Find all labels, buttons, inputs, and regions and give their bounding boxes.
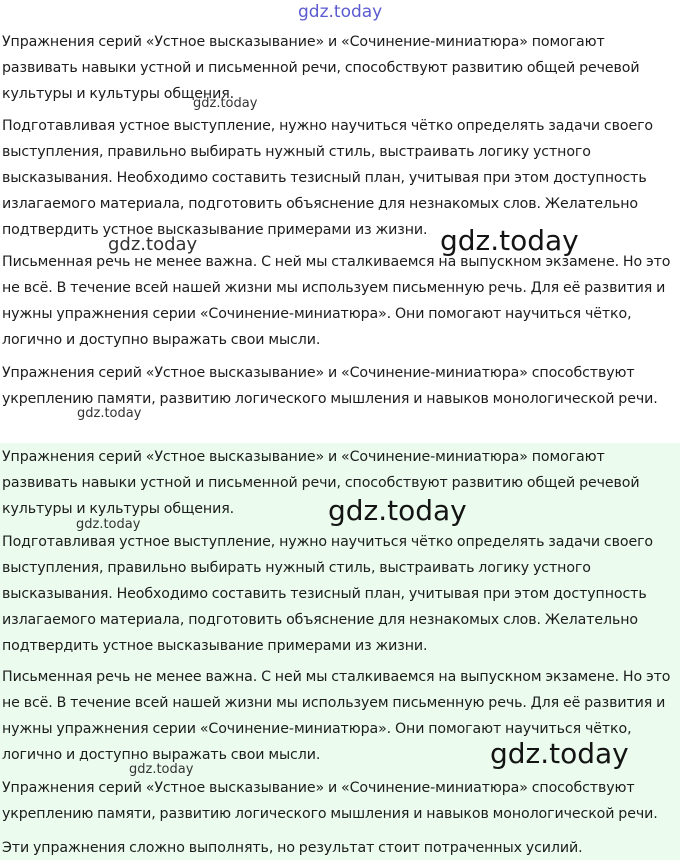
paragraph-oral-speech: Подготавливая устное выступление, нужно научиться чётко определять задачи своего выступления, правильно выбирать нужный стиль, выстраивать логику устного высказывания. Необходимо составить тезисный план, учитывая при этом доступность излагаемого материала, подготовить объяснение для незнакомых слов. Желательно подтвердить устное высказывание примерами из жизни. <box>2 118 654 238</box>
watermark: gdz.today <box>76 517 141 532</box>
watermark-top: gdz.today <box>298 2 383 22</box>
watermark: gdz.today <box>440 224 579 257</box>
paragraph-conclusion-copy: Эти упражнения сложно выполнять, но результат стоит потраченных усилий. <box>2 840 583 856</box>
watermark: gdz.today <box>490 737 629 770</box>
watermark: gdz.today <box>193 96 258 111</box>
watermark: gdz.today <box>328 494 467 527</box>
paragraph-memory-copy: Упражнения серий «Устное высказывание» и «Сочинение-миниатюра» способствуют укреплению памяти, развитию логического мышления и навыков монологической речи. <box>2 780 658 822</box>
paragraph-oral-speech-copy: Подготавливая устное выступление, нужно научиться чётко определять задачи своего выступления, правильно выбирать нужный стиль, выстраивать логику устного высказывания. Необходимо составить тезисный план, учитывая при этом доступность излагаемого материала, подготовить объяснение для незнакомых слов. Желательно подтвердить устное высказывание примерами из жизни. <box>2 534 654 654</box>
paragraph-memory: Упражнения серий «Устное высказывание» и «Сочинение-миниатюра» способствуют укреплению памяти, развитию логического мышления и навыков монологической речи. <box>2 365 658 407</box>
paragraph-intro: Упражнения серий «Устное высказывание» и «Сочинение-миниатюра» помогают развивать навыки устной и письменной речи, способствуют развитию общей речевой культуры и культуры общения. <box>2 34 640 102</box>
paragraph-written-speech-copy: Письменная речь не менее важна. С ней мы сталкиваемся на выпускном экзамене. Но это не всё. В течение всей нашей жизни мы используем письменную речь. Для её развития и нужны упражнения серии «Сочинение-миниатюра». Они помогают научиться чётко, логично и доступно выражать свои мысли. <box>2 669 671 763</box>
watermark: gdz.today <box>77 406 142 421</box>
paragraph-written-speech: Письменная речь не менее важна. С ней мы сталкиваемся на выпускном экзамене. Но это не всё. В течение всей нашей жизни мы используем письменную речь. Для её развития и нужны упражнения серии «Сочинение-миниатюра». Они помогают научиться чётко, логично и доступно выражать свои мысли. <box>2 254 671 348</box>
paragraph-intro-copy: Упражнения серий «Устное высказывание» и «Сочинение-миниатюра» помогают развивать навыки устной и письменной речи, способствуют развитию общей речевой культуры и культуры общения. <box>2 449 640 517</box>
watermark: gdz.today <box>108 234 198 255</box>
watermark: gdz.today <box>129 762 194 777</box>
